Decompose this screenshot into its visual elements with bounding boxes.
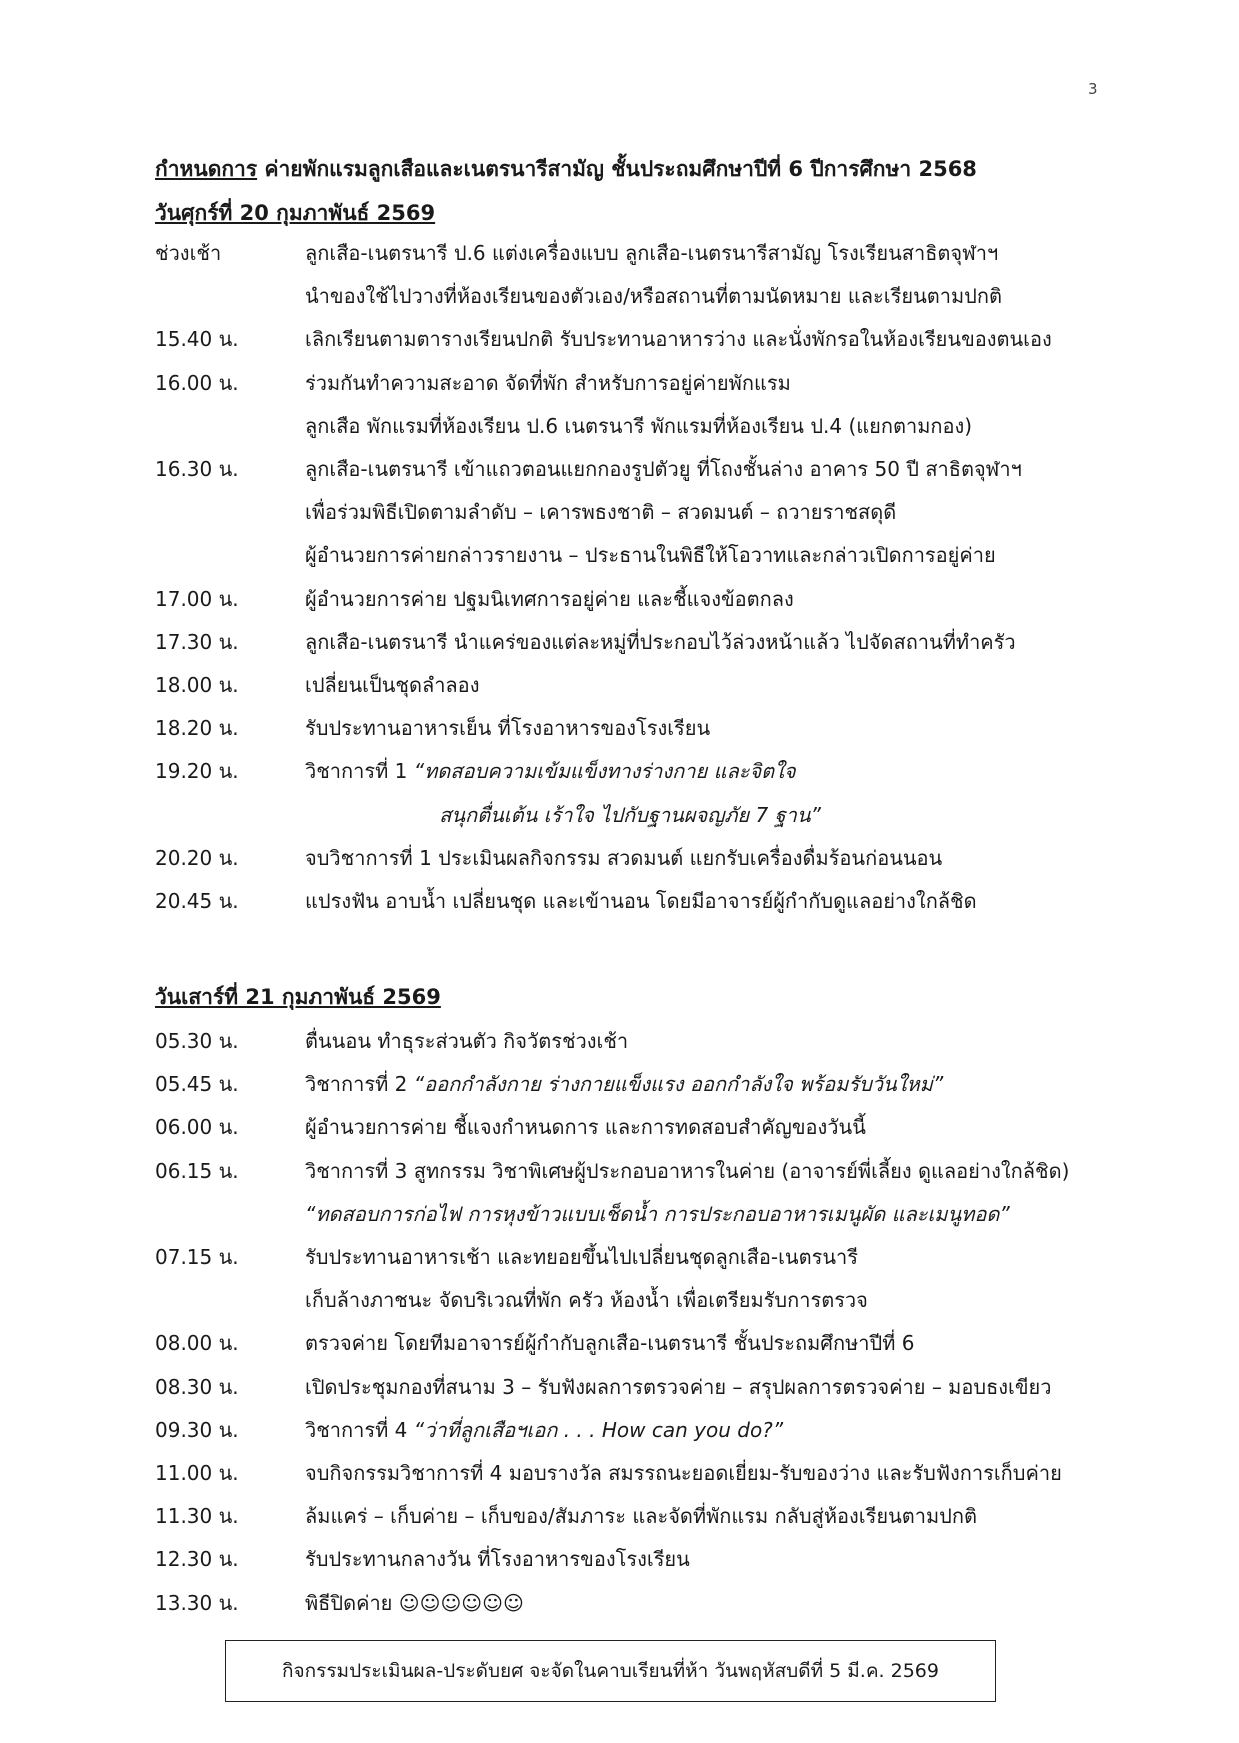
schedule-text-main: จบกิจกรรมวิชาการที่ 4 มอบรางวัล สมรรถนะยอดเยี่ยม-รับของว่าง และรับฟังการเก็บค่าย	[305, 1461, 1062, 1485]
schedule-text	[305, 1029, 628, 1053]
schedule-text	[305, 457, 1022, 481]
schedule-time: 08.00 น.	[155, 1331, 239, 1356]
schedule-text-italic: “ว่าที่ลูกเสือฯเอก . . . How can you do?”	[413, 1417, 784, 1442]
schedule-text-main: รับประทานกลางวัน ที่โรงอาหารของโรงเรียน	[305, 1547, 690, 1572]
schedule-text	[305, 1331, 914, 1355]
schedule-text-main: ผู้อำนวยการค่าย ชี้แจงกำหนดการ และการทดสอบสำคัญของวันนี้	[305, 1115, 866, 1140]
schedule-time: ช่วงเช้า	[155, 241, 222, 265]
schedule-time: 20.45 น.	[155, 889, 239, 913]
schedule-text	[305, 1547, 690, 1571]
schedule-text-main: ลูกเสือ-เนตรนารี นำแคร่ของแต่ละหมู่ที่ประกอบไว้ล่วงหน้าแล้ว ไปจัดสถานที่ทำครัว	[305, 629, 1016, 654]
day2-heading: วันเสาร์ที่ 21 กุมภาพันธ์ 2569	[155, 985, 441, 1009]
schedule-text-main: ตื่นนอน ทำธุระส่วนตัว กิจวัตรช่วงเช้า	[305, 1029, 629, 1053]
schedule-time: 12.30 น.	[155, 1547, 239, 1572]
schedule-time: 17.00 น.	[155, 586, 239, 611]
schedule-text-main: ผู้อำนวยการค่าย ปฐมนิเทศการอยู่ค่าย และชี้แจงข้อตกลง	[305, 586, 794, 611]
page-title	[155, 153, 977, 186]
schedule-time: 16.30 น.	[155, 457, 239, 481]
schedule-text	[305, 327, 1052, 351]
schedule-text-main: ลูกเสือ พักแรมที่ห้องเรียน ป.6 เนตรนารี พักแรมที่ห้องเรียน ป.4 (แยกตามกอง)	[305, 413, 973, 438]
schedule-text	[305, 543, 996, 567]
schedule-time: 09.30 น.	[155, 1417, 239, 1442]
schedule-text-main: เปิดประชุมกองที่สนาม 3 – รับฟังผลการตรวจค่าย – สรุปผลการตรวจค่าย – มอบธงเขียว	[305, 1374, 1052, 1399]
schedule-time: 07.15 น.	[155, 1245, 239, 1269]
title-label: กำหนดการ	[155, 157, 258, 181]
schedule-text-main: วิชาการที่ 2	[305, 1072, 414, 1097]
schedule-text	[305, 284, 1002, 308]
schedule-time: 11.00 น.	[155, 1461, 239, 1485]
schedule-time: 18.00 น.	[155, 673, 239, 697]
schedule-text	[305, 1245, 858, 1269]
schedule-text-main: ล้มแคร่ – เก็บค่าย – เก็บของ/สัมภาระ และจัดที่พักแรม กลับสู่ห้องเรียนตามปกติ	[305, 1504, 977, 1529]
schedule-time: 15.40 น.	[155, 327, 239, 352]
schedule-text	[305, 500, 896, 524]
day1-heading: วันศุกร์ที่ 20 กุมภาพันธ์ 2569	[155, 201, 436, 225]
schedule-text	[305, 1461, 1062, 1485]
schedule-text	[305, 716, 710, 740]
schedule-text-main: วิชาการที่ 1	[305, 759, 414, 784]
schedule-text	[305, 846, 942, 870]
schedule-text	[305, 414, 972, 438]
schedule-time: 08.30 น.	[155, 1374, 239, 1399]
schedule-text-main: จบวิชาการที่ 1 ประเมินผลกิจกรรม สวดมนต์ แยกรับเครื่องดื่มร้อนก่อนนอน	[305, 845, 943, 870]
schedule-text-main: ลูกเสือ-เนตรนารี เข้าแถวตอนแยกกองรูปตัวยู ที่โถงชั้นล่าง อาคาร 50 ปี สาธิตจุฬาฯ	[305, 457, 1022, 481]
schedule-time: 17.30 น.	[155, 629, 239, 654]
schedule-text	[305, 241, 998, 265]
schedule-text-main: นำของใช้ไปวางที่ห้องเรียนของตัวเอง/หรือสถานที่ตามนัดหมาย และเรียนตามปกติ	[305, 284, 1002, 309]
schedule-text	[305, 1072, 943, 1096]
schedule-text	[305, 1375, 1052, 1399]
page-number: 3	[1088, 80, 1098, 98]
schedule-text	[305, 759, 796, 783]
schedule-text-main: เปลี่ยนเป็นชุดลำลอง	[305, 673, 480, 697]
schedule-text	[305, 587, 794, 611]
notice-box	[225, 1640, 996, 1702]
schedule-text-main: เลิกเรียนตามตารางเรียนปกติ รับประทานอาหารว่าง และนั่งพักรอในห้องเรียนของตนเอง	[305, 327, 1052, 352]
schedule-time: 11.30 น.	[155, 1504, 239, 1529]
schedule-text-main: รับประทานอาหารเย็น ที่โรงอาหารของโรงเรียน	[305, 716, 711, 741]
schedule-text-main: ผู้อำนวยการค่ายกล่าวรายงาน – ประธานในพิธีให้โอวาทและกล่าวเปิดการอยู่ค่าย	[305, 543, 996, 568]
schedule-text	[305, 1202, 1010, 1226]
schedule-time: 05.30 น.	[155, 1029, 239, 1053]
schedule-text	[305, 1591, 524, 1615]
schedule-text	[305, 803, 955, 827]
schedule-text-main: วิชาการที่ 3 สูทกรรม วิชาพิเศษผู้ประกอบอาหารในค่าย (อาจารย์พี่เลี้ยง ดูแลอย่างใกล้ชิด)	[305, 1158, 1070, 1183]
notice-text: กิจกรรมประเมินผล-ประดับยศ จะจัดในคาบเรียนที่ห้า วันพฤหัสบดีที่ 5 มี.ค. 2569	[282, 1660, 939, 1682]
schedule-text-italic: “ออกกำลังกาย ร่างกายแข็งแรง ออกกำลังใจ พร้อมรับวันใหม่”	[413, 1072, 944, 1097]
schedule-text-main: พิธีปิดค่าย ☺☺☺☺☺☺	[305, 1590, 524, 1615]
schedule-text	[305, 1418, 783, 1442]
schedule-text	[305, 1504, 977, 1528]
schedule-time: 16.00 น.	[155, 370, 239, 395]
schedule-time: 06.00 น.	[155, 1115, 239, 1140]
schedule-text	[305, 630, 1016, 654]
schedule-text	[305, 1115, 866, 1139]
schedule-text-italic: “ทดสอบการก่อไฟ การหุงข้าวแบบเช็ดน้ำ การประกอบอาหารเมนูผัด และเมนูทอด”	[305, 1201, 1010, 1226]
schedule-text	[305, 889, 977, 913]
schedule-text-main: รับประทานอาหารเช้า และทยอยขึ้นไปเปลี่ยนชุดลูกเสือ-เนตรนารี	[305, 1245, 858, 1269]
schedule-text-main: ลูกเสือ-เนตรนารี ป.6 แต่งเครื่องแบบ ลูกเสือ-เนตรนารีสามัญ โรงเรียนสาธิตจุฬาฯ	[305, 241, 999, 265]
schedule-text-main: ตรวจค่าย โดยทีมอาจารย์ผู้กำกับลูกเสือ-เนตรนารี ชั้นประถมศึกษาปีที่ 6	[305, 1331, 915, 1356]
schedule-text	[305, 371, 791, 395]
schedule-time: 19.20 น.	[155, 759, 239, 784]
schedule-text	[305, 673, 479, 697]
schedule-text-main: เก็บล้างภาชนะ จัดบริเวณที่พัก ครัว ห้องน้ำ เพื่อเตรียมรับการตรวจ	[305, 1288, 868, 1313]
schedule-text-main: วิชาการที่ 4	[305, 1417, 414, 1442]
schedule-text-main: เพื่อร่วมพิธีเปิดตามลำดับ – เคารพธงชาติ – สวดมนต์ – ถวายราชสดุดี	[305, 500, 897, 525]
schedule-time: 18.20 น.	[155, 716, 239, 741]
schedule-time: 06.15 น.	[155, 1158, 239, 1183]
schedule-text	[305, 1159, 1069, 1183]
schedule-time: 05.45 น.	[155, 1072, 239, 1097]
title-text: ค่ายพักแรมลูกเสือและเนตรนารีสามัญ ชั้นประถมศึกษาปีที่ 6 ปีการศึกษา 2568	[257, 157, 977, 181]
schedule-time: 20.20 น.	[155, 845, 239, 870]
schedule-text-main: แปรงฟัน อาบน้ำ เปลี่ยนชุด และเข้านอน โดยมีอาจารย์ผู้กำกับดูแลอย่างใกล้ชิด	[305, 889, 977, 913]
schedule-text-italic: สนุกตื่นเต้น เร้าใจ ไปกับฐานผจญภัย 7 ฐาน”	[439, 802, 821, 827]
schedule-time: 13.30 น.	[155, 1590, 239, 1615]
schedule-text	[305, 1288, 868, 1312]
schedule-text-italic: “ทดสอบความเข้มแข็งทางร่างกาย และจิตใจ	[413, 759, 796, 784]
schedule-text-main: ร่วมกันทำความสะอาด จัดที่พัก สำหรับการอยู่ค่ายพักแรม	[305, 370, 791, 395]
